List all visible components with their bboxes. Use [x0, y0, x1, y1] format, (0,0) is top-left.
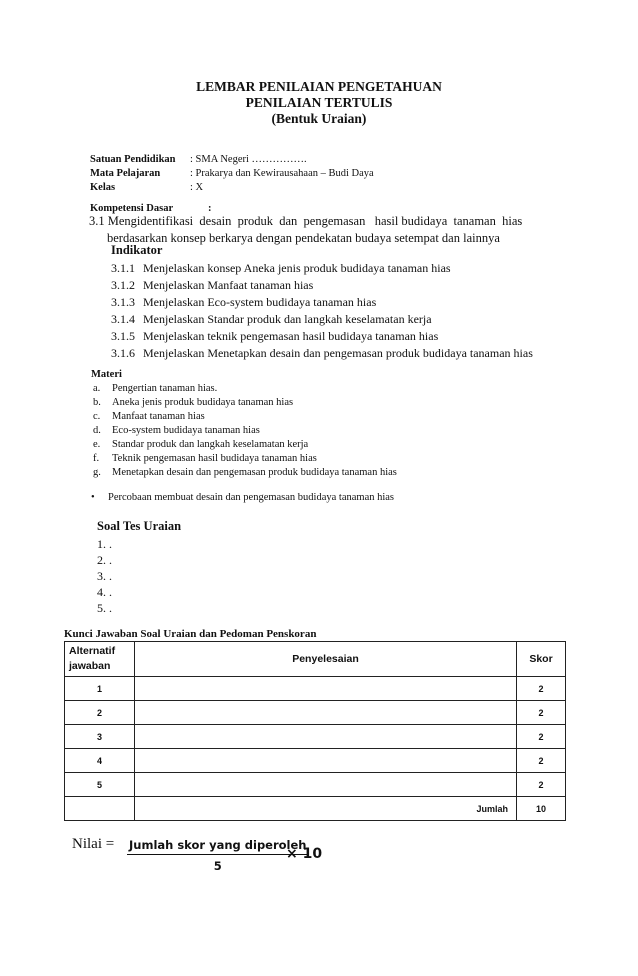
kompetensi-label: Kompetensi Dasar	[90, 203, 174, 214]
nilai-label: Nilai =	[72, 836, 115, 852]
row-score: 2	[517, 677, 566, 701]
doc-title: LEMBAR PENILAIAN PENGETAHUAN	[196, 79, 442, 94]
fraction-numerator: Jumlah skor yang diperoleh	[127, 838, 309, 855]
materi-text: Standar produk dan langkah keselamatan kerja	[112, 439, 309, 450]
materi-item	[93, 382, 217, 396]
table-row	[65, 725, 566, 749]
row-number: 4	[65, 749, 135, 773]
soal-item: 5. .	[97, 601, 112, 615]
kompetensi-colon: :	[208, 203, 212, 214]
fraction-denominator: 5	[213, 859, 222, 873]
indikator-item	[111, 260, 451, 277]
indikator-title: Indikator	[111, 243, 163, 257]
indikator-item	[111, 311, 432, 328]
materi-letter: a.	[93, 383, 101, 394]
materi-text: Manfaat tanaman hias	[112, 411, 205, 422]
row-number: 1	[65, 677, 135, 701]
row-answer-cell	[135, 677, 517, 701]
header-skor: Skor	[517, 642, 566, 677]
meta-value: : Prakarya dan Kewirausahaan – Budi Daya	[190, 168, 374, 179]
row-number: 3	[65, 725, 135, 749]
indikator-item	[111, 294, 376, 311]
soal-title: Soal Tes Uraian	[97, 519, 182, 533]
meta-value: : X	[190, 182, 204, 193]
header-penyelesaian: Penyelesaian	[135, 642, 517, 677]
indikator-num: 3.1.4	[111, 312, 135, 326]
kompetensi-line-2: berdasarkan konsep berkarya dengan pendekatan budaya setempat dan lainnya	[107, 231, 500, 245]
materi-letter: g.	[93, 467, 101, 478]
doc-form-type: (Bentuk Uraian)	[271, 111, 367, 126]
indikator-text: Menjelaskan konsep Aneka jenis produk budidaya tanaman hias	[143, 261, 451, 275]
kunci-title: Kunci Jawaban Soal Uraian dan Pedoman Penskoran	[64, 628, 317, 640]
indikator-text: Menjelaskan Menetapkan desain dan pengemasan produk budidaya tanaman hias	[143, 346, 533, 360]
materi-letter: c.	[93, 411, 101, 422]
materi-item	[93, 438, 308, 452]
table-row	[65, 677, 566, 701]
nilai-fraction	[127, 838, 309, 873]
row-score: 2	[517, 701, 566, 725]
materi-text: Aneka jenis produk budidaya tanaman hias	[112, 397, 294, 408]
meta-label: Kelas	[90, 182, 116, 193]
table-row	[65, 749, 566, 773]
header-alternatif: Alternatif jawaban	[65, 642, 135, 677]
indikator-text: Menjelaskan Standar produk dan langkah keselamatan kerja	[143, 312, 432, 326]
materi-item	[93, 452, 317, 466]
meta-value: : SMA Negeri …………….	[190, 154, 307, 165]
kompetensi-text	[89, 213, 559, 247]
row-score: 2	[517, 725, 566, 749]
row-score: 2	[517, 773, 566, 797]
row-answer-cell	[135, 773, 517, 797]
materi-item	[93, 396, 293, 410]
indikator-num: 3.1.6	[111, 346, 135, 360]
bullet-text: Percobaan membuat desain dan pengemasan budidaya tanaman hias	[108, 492, 395, 503]
meta-label: Satuan Pendidikan	[90, 154, 176, 165]
indikator-num: 3.1.1	[111, 261, 135, 275]
soal-item: 4. .	[97, 585, 112, 599]
total-empty-cell	[65, 797, 135, 821]
materi-letter: d.	[93, 425, 101, 436]
bullet-dot: •	[91, 492, 95, 503]
materi-bullet-item	[91, 492, 394, 503]
materi-letter: e.	[93, 439, 101, 450]
materi-letter: f.	[93, 453, 100, 464]
kompetensi-line-1: 3.1 Mengidentifikasi desain produk dan pengemasan hasil budidaya tanaman hias	[89, 214, 523, 228]
materi-letter: b.	[93, 397, 101, 408]
materi-text: Teknik pengemasan hasil budidaya tanaman hias	[112, 453, 317, 464]
indikator-text: Menjelaskan Manfaat tanaman hias	[143, 278, 314, 292]
kunci-table	[64, 641, 566, 821]
indikator-num: 3.1.2	[111, 278, 135, 292]
row-number: 2	[65, 701, 135, 725]
total-score: 10	[517, 797, 566, 821]
table-row	[65, 773, 566, 797]
materi-title: Materi	[91, 369, 122, 380]
materi-item	[93, 424, 260, 438]
row-answer-cell	[135, 701, 517, 725]
table-total-row	[65, 797, 566, 821]
row-number: 5	[65, 773, 135, 797]
materi-item	[93, 466, 397, 480]
row-score: 2	[517, 749, 566, 773]
indikator-text: Menjelaskan teknik pengemasan hasil budidaya tanaman hias	[143, 329, 439, 343]
table-row	[65, 701, 566, 725]
indikator-item	[111, 345, 533, 362]
meta-row-satuan	[90, 153, 307, 167]
soal-item: 3. .	[97, 569, 112, 583]
total-label: Jumlah	[135, 797, 517, 821]
table-header-row	[65, 642, 566, 677]
doc-subtitle: PENILAIAN TERTULIS	[245, 95, 393, 110]
indikator-num: 3.1.3	[111, 295, 135, 309]
meta-row-kelas	[90, 181, 203, 195]
row-answer-cell	[135, 749, 517, 773]
nilai-multiplier: × 10	[286, 846, 323, 862]
materi-item	[93, 410, 205, 424]
meta-row-mapel	[90, 167, 374, 181]
materi-text: Menetapkan desain dan pengemasan produk budidaya tanaman hias	[112, 467, 397, 478]
soal-item: 2. .	[97, 553, 112, 567]
materi-text: Pengertian tanaman hias.	[112, 383, 218, 394]
soal-item: 1. .	[97, 537, 112, 551]
meta-label: Mata Pelajaran	[90, 168, 161, 179]
indikator-item	[111, 277, 313, 294]
indikator-item	[111, 328, 438, 345]
materi-text: Eco-system budidaya tanaman hias	[112, 425, 260, 436]
indikator-text: Menjelaskan Eco-system budidaya tanaman hias	[143, 295, 377, 309]
row-answer-cell	[135, 725, 517, 749]
indikator-num: 3.1.5	[111, 329, 135, 343]
